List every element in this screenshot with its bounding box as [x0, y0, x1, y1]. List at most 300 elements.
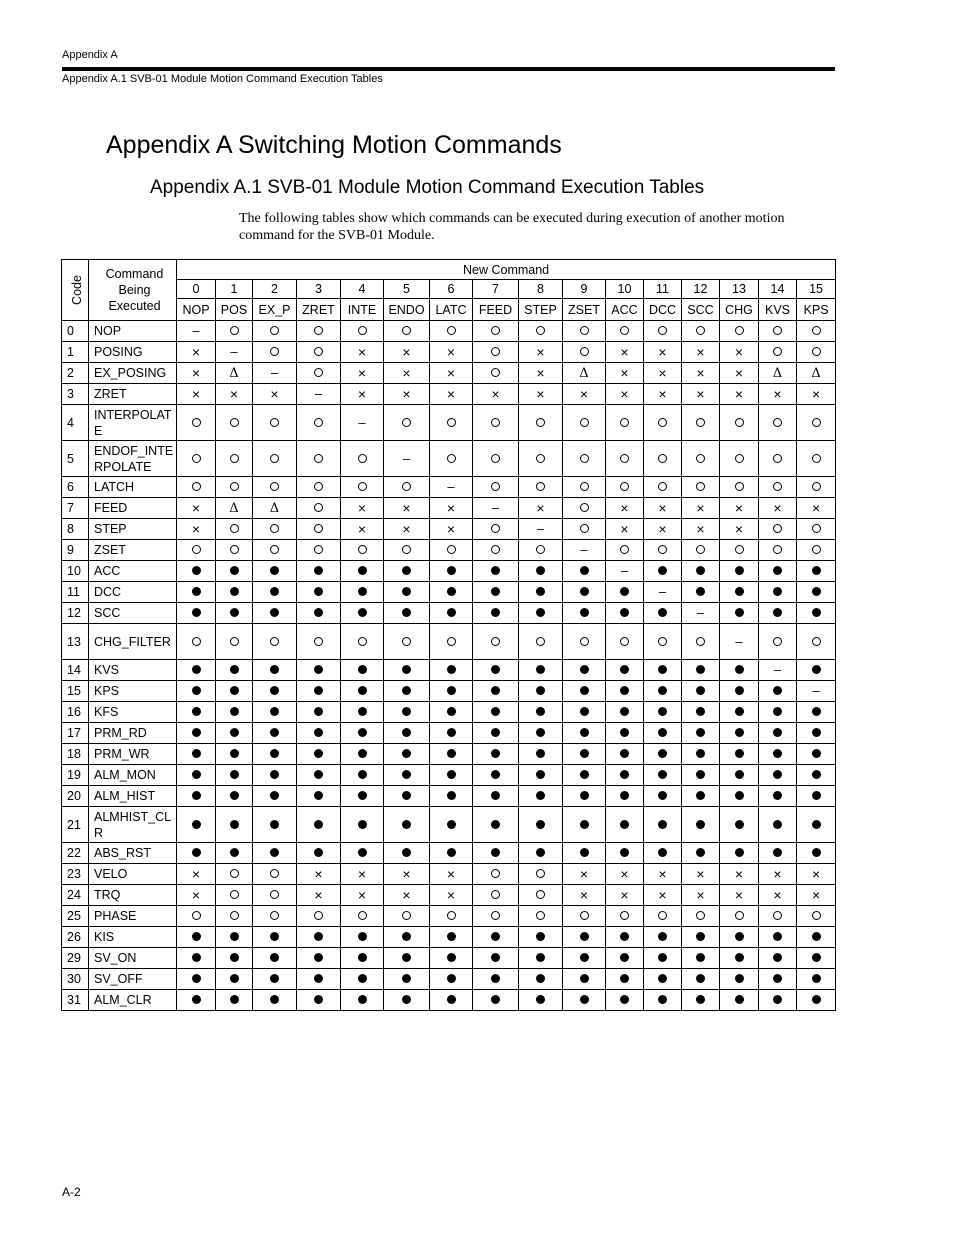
executable-circle-icon	[536, 482, 545, 491]
executable-filled-dot-icon	[812, 566, 821, 575]
executable-filled-dot-icon	[696, 707, 705, 716]
executable-circle-icon	[536, 869, 545, 878]
new-command-name: EX_P	[253, 299, 297, 321]
executable-filled-dot-icon	[314, 566, 323, 575]
table-cell	[473, 441, 519, 477]
table-cell	[797, 342, 836, 363]
table-cell	[430, 681, 473, 702]
table-cell	[253, 603, 297, 624]
table-cell	[563, 969, 606, 990]
table-cell	[177, 519, 216, 540]
table-cell	[759, 498, 797, 519]
table-cell	[216, 405, 253, 441]
table-cell	[341, 969, 384, 990]
table-cell	[606, 843, 644, 864]
table-cell	[797, 321, 836, 342]
executable-filled-dot-icon	[270, 848, 279, 857]
table-cell	[519, 582, 563, 603]
table-cell	[519, 885, 563, 906]
executable-filled-dot-icon	[773, 791, 782, 800]
table-cell	[297, 969, 341, 990]
not-executable-cross-icon: ×	[773, 385, 782, 402]
table-cell	[797, 864, 836, 885]
table-row	[62, 723, 836, 744]
table-cell	[606, 498, 644, 519]
table-cell	[563, 477, 606, 498]
executable-circle-icon	[620, 637, 629, 646]
executable-filled-dot-icon	[773, 608, 782, 617]
executable-circle-icon	[773, 545, 782, 554]
section-title: Appendix A.1 SVB-01 Module Motion Command Execution Tables	[150, 177, 705, 198]
row-command-name: TRQ	[89, 885, 177, 906]
executable-filled-dot-icon	[620, 608, 629, 617]
table-row	[62, 384, 836, 405]
executable-circle-icon	[270, 418, 279, 427]
table-cell	[253, 864, 297, 885]
new-command-codes-row	[62, 280, 836, 299]
new-command-name: ZRET	[297, 299, 341, 321]
same-command-dash: –	[658, 584, 667, 599]
table-cell	[720, 363, 759, 384]
executable-filled-dot-icon	[491, 974, 500, 983]
table-cell	[341, 885, 384, 906]
table-cell	[297, 498, 341, 519]
table-cell	[797, 765, 836, 786]
table-cell	[519, 384, 563, 405]
table-cell	[797, 969, 836, 990]
table-cell	[253, 744, 297, 765]
table-cell	[341, 603, 384, 624]
table-cell	[216, 582, 253, 603]
command-being-executed-header: Command Being Executed	[89, 260, 177, 321]
table-cell	[682, 864, 720, 885]
table-cell	[297, 843, 341, 864]
executable-filled-dot-icon	[620, 820, 629, 829]
executable-filled-dot-icon	[270, 749, 279, 758]
executable-filled-dot-icon	[773, 953, 782, 962]
table-cell	[759, 702, 797, 723]
executable-filled-dot-icon	[270, 932, 279, 941]
table-cell	[341, 744, 384, 765]
executable-filled-dot-icon	[314, 791, 323, 800]
not-executable-cross-icon: ×	[446, 343, 456, 360]
executable-filled-dot-icon	[358, 749, 367, 758]
executable-filled-dot-icon	[270, 791, 279, 800]
executable-filled-dot-icon	[491, 749, 500, 758]
executable-circle-icon	[580, 418, 589, 427]
table-cell	[341, 540, 384, 561]
table-cell	[563, 723, 606, 744]
table-cell	[519, 786, 563, 807]
executable-filled-dot-icon	[536, 728, 545, 737]
executable-filled-dot-icon	[658, 995, 667, 1004]
running-header-section: Appendix A.1 SVB-01 Module Motion Command Execution Tables	[62, 73, 383, 85]
page-number: A-2	[62, 1185, 81, 1199]
executable-circle-icon	[773, 418, 782, 427]
table-cell	[177, 321, 216, 342]
table-cell	[473, 885, 519, 906]
executable-circle-icon	[447, 637, 456, 646]
executable-filled-dot-icon	[447, 820, 456, 829]
table-cell	[519, 498, 563, 519]
executable-filled-dot-icon	[491, 608, 500, 617]
not-executable-cross-icon: ×	[491, 385, 500, 402]
not-executable-cross-icon: ×	[620, 886, 629, 903]
executable-circle-icon	[620, 545, 629, 554]
executable-filled-dot-icon	[230, 848, 239, 857]
new-command-name: KPS	[797, 299, 836, 321]
executable-filled-dot-icon	[735, 953, 744, 962]
executable-circle-icon	[696, 545, 705, 554]
table-cell	[177, 702, 216, 723]
executable-circle-icon	[696, 326, 705, 335]
table-cell	[519, 906, 563, 927]
table-cell	[216, 681, 253, 702]
executable-filled-dot-icon	[620, 707, 629, 716]
table-cell	[720, 561, 759, 582]
table-cell	[563, 843, 606, 864]
table-cell	[720, 723, 759, 744]
table-cell	[644, 765, 682, 786]
not-executable-cross-icon: ×	[620, 520, 629, 537]
table-cell	[297, 603, 341, 624]
table-cell	[563, 405, 606, 441]
row-code: 0	[62, 321, 89, 342]
table-cell	[720, 321, 759, 342]
new-command-code: 9	[563, 280, 606, 299]
table-cell	[177, 948, 216, 969]
table-cell	[216, 342, 253, 363]
table-cell	[216, 441, 253, 477]
table-cell	[177, 363, 216, 384]
executable-circle-icon	[491, 890, 500, 899]
table-cell	[341, 786, 384, 807]
not-executable-cross-icon: ×	[658, 499, 667, 516]
table-cell	[563, 906, 606, 927]
table-cell	[519, 843, 563, 864]
table-cell	[216, 744, 253, 765]
executable-filled-dot-icon	[491, 848, 500, 857]
not-executable-cross-icon: ×	[446, 364, 456, 381]
table-cell	[644, 927, 682, 948]
table-row	[62, 948, 836, 969]
executable-filled-dot-icon	[314, 686, 323, 695]
table-cell	[759, 843, 797, 864]
not-executable-cross-icon: ×	[191, 886, 201, 903]
executable-circle-icon	[812, 418, 821, 427]
executable-filled-dot-icon	[314, 707, 323, 716]
table-row	[62, 441, 836, 477]
table-cell	[563, 807, 606, 843]
executable-circle-icon	[491, 482, 500, 491]
executable-filled-dot-icon	[773, 974, 782, 983]
table-cell	[519, 405, 563, 441]
executable-circle-icon	[270, 869, 279, 878]
executable-filled-dot-icon	[491, 566, 500, 575]
row-command-name: FEED	[89, 498, 177, 519]
same-command-dash: –	[270, 365, 279, 380]
not-executable-cross-icon: ×	[658, 385, 667, 402]
table-cell	[297, 624, 341, 660]
executable-circle-icon	[270, 482, 279, 491]
table-cell	[177, 765, 216, 786]
executable-circle-icon	[314, 368, 323, 377]
new-command-name: INTE	[341, 299, 384, 321]
table-cell	[177, 927, 216, 948]
executable-filled-dot-icon	[314, 848, 323, 857]
table-cell	[473, 864, 519, 885]
table-cell	[297, 582, 341, 603]
executable-circle-icon	[812, 545, 821, 554]
new-command-name: STEP	[519, 299, 563, 321]
row-code: 20	[62, 786, 89, 807]
executable-circle-icon	[658, 637, 667, 646]
executable-filled-dot-icon	[230, 749, 239, 758]
new-command-code: 12	[682, 280, 720, 299]
not-executable-cross-icon: ×	[402, 343, 411, 360]
not-executable-cross-icon: ×	[620, 364, 629, 381]
table-cell	[430, 405, 473, 441]
row-command-name: ALM_CLR	[89, 990, 177, 1011]
table-cell	[216, 723, 253, 744]
new-command-code: 11	[644, 280, 682, 299]
table-cell	[720, 969, 759, 990]
table-cell	[682, 723, 720, 744]
row-code: 6	[62, 477, 89, 498]
table-cell	[341, 990, 384, 1011]
new-command-name: FEED	[473, 299, 519, 321]
executable-circle-icon	[696, 482, 705, 491]
executable-filled-dot-icon	[447, 995, 456, 1004]
table-cell	[341, 765, 384, 786]
row-command-name: STEP	[89, 519, 177, 540]
executable-circle-icon	[580, 637, 589, 646]
table-cell	[606, 744, 644, 765]
table-cell	[177, 582, 216, 603]
table-cell	[644, 885, 682, 906]
row-command-name: ALMHIST_CLR	[89, 807, 177, 843]
executable-filled-dot-icon	[696, 587, 705, 596]
intro-paragraph: The following tables show which commands can be executed during execution of another motion command for the SVB-01 Module.	[239, 211, 785, 243]
table-cell	[797, 582, 836, 603]
not-executable-cross-icon: ×	[620, 865, 629, 882]
same-command-dash: –	[402, 450, 411, 466]
executable-filled-dot-icon	[696, 932, 705, 941]
executable-circle-icon	[358, 326, 367, 335]
executable-filled-dot-icon	[658, 686, 667, 695]
table-cell	[384, 906, 430, 927]
executable-filled-dot-icon	[447, 728, 456, 737]
executable-circle-icon	[447, 545, 456, 554]
table-cell	[606, 723, 644, 744]
executable-filled-dot-icon	[447, 770, 456, 779]
table-cell	[177, 540, 216, 561]
executable-filled-dot-icon	[580, 686, 589, 695]
table-cell	[797, 702, 836, 723]
executable-filled-dot-icon	[580, 749, 589, 758]
table-cell	[519, 321, 563, 342]
table-cell	[430, 723, 473, 744]
table-cell	[606, 519, 644, 540]
table-cell	[644, 441, 682, 477]
table-cell	[341, 477, 384, 498]
table-cell	[759, 603, 797, 624]
table-cell	[606, 807, 644, 843]
table-row	[62, 660, 836, 681]
table-cell	[473, 342, 519, 363]
row-code: 14	[62, 660, 89, 681]
table-cell	[644, 519, 682, 540]
table-row	[62, 603, 836, 624]
table-cell	[473, 927, 519, 948]
executable-filled-dot-icon	[735, 686, 744, 695]
table-cell	[384, 885, 430, 906]
table-cell	[563, 363, 606, 384]
executable-filled-dot-icon	[192, 974, 201, 983]
table-cell	[644, 702, 682, 723]
table-cell	[473, 990, 519, 1011]
not-executable-cross-icon: ×	[446, 886, 456, 903]
not-executable-cross-icon: ×	[696, 865, 705, 882]
executable-filled-dot-icon	[620, 749, 629, 758]
executable-circle-icon	[536, 545, 545, 554]
executable-circle-icon	[620, 482, 629, 491]
row-command-name: KIS	[89, 927, 177, 948]
executable-filled-dot-icon	[447, 665, 456, 674]
table-cell	[682, 681, 720, 702]
executable-filled-dot-icon	[696, 953, 705, 962]
not-executable-cross-icon: ×	[658, 886, 667, 903]
executable-circle-icon	[812, 911, 821, 920]
executable-filled-dot-icon	[447, 932, 456, 941]
not-executable-cross-icon: ×	[357, 520, 367, 537]
executable-filled-dot-icon	[812, 707, 821, 716]
not-executable-cross-icon: ×	[270, 385, 279, 402]
executable-filled-dot-icon	[620, 848, 629, 857]
row-command-name: ABS_RST	[89, 843, 177, 864]
executable-filled-dot-icon	[620, 686, 629, 695]
table-cell	[797, 540, 836, 561]
table-cell	[384, 477, 430, 498]
table-cell	[644, 321, 682, 342]
not-executable-cross-icon: ×	[191, 364, 201, 381]
executable-circle-icon	[447, 911, 456, 920]
row-command-name: KVS	[89, 660, 177, 681]
table-cell	[682, 660, 720, 681]
executable-filled-dot-icon	[735, 995, 744, 1004]
table-cell	[253, 540, 297, 561]
executable-circle-icon	[735, 326, 744, 335]
row-command-name: DCC	[89, 582, 177, 603]
table-cell	[759, 384, 797, 405]
table-cell	[759, 321, 797, 342]
executable-filled-dot-icon	[735, 665, 744, 674]
table-cell	[606, 660, 644, 681]
table-cell	[797, 624, 836, 660]
table-cell	[384, 990, 430, 1011]
executable-filled-dot-icon	[270, 686, 279, 695]
row-code: 2	[62, 363, 89, 384]
table-cell	[644, 948, 682, 969]
row-code: 21	[62, 807, 89, 843]
table-cell	[253, 519, 297, 540]
table-cell	[430, 744, 473, 765]
table-cell	[606, 561, 644, 582]
table-cell	[606, 363, 644, 384]
executable-circle-icon	[536, 326, 545, 335]
code-header-label: Code	[69, 275, 84, 305]
row-code: 5	[62, 441, 89, 477]
executable-filled-dot-icon	[580, 932, 589, 941]
executable-filled-dot-icon	[358, 974, 367, 983]
executable-circle-icon	[192, 637, 201, 646]
table-cell	[759, 363, 797, 384]
table-cell	[606, 864, 644, 885]
executable-filled-dot-icon	[491, 953, 500, 962]
executable-filled-dot-icon	[230, 665, 239, 674]
table-cell	[797, 927, 836, 948]
table-cell	[297, 477, 341, 498]
new-command-code: 14	[759, 280, 797, 299]
executable-circle-icon	[314, 911, 323, 920]
table-cell	[253, 807, 297, 843]
row-code: 12	[62, 603, 89, 624]
executable-filled-dot-icon	[192, 728, 201, 737]
table-cell	[720, 765, 759, 786]
table-cell	[253, 441, 297, 477]
row-command-name: ACC	[89, 561, 177, 582]
table-cell	[606, 624, 644, 660]
table-cell	[720, 519, 759, 540]
table-cell	[297, 519, 341, 540]
table-cell	[797, 948, 836, 969]
executable-circle-icon	[358, 482, 367, 491]
table-cell	[473, 702, 519, 723]
table-cell	[563, 498, 606, 519]
table-cell	[473, 906, 519, 927]
not-executable-cross-icon: ×	[696, 343, 705, 360]
table-cell	[430, 864, 473, 885]
executable-filled-dot-icon	[735, 749, 744, 758]
page-title: Appendix A Switching Motion Commands	[106, 131, 562, 159]
not-executable-cross-icon: ×	[658, 343, 667, 360]
row-code: 11	[62, 582, 89, 603]
executable-filled-dot-icon	[735, 974, 744, 983]
executable-filled-dot-icon	[580, 820, 589, 829]
conditional-delta-icon: Δ	[229, 366, 239, 381]
table-cell	[297, 561, 341, 582]
row-command-name: POSING	[89, 342, 177, 363]
row-command-name: SV_ON	[89, 948, 177, 969]
not-executable-cross-icon: ×	[734, 886, 744, 903]
table-cell	[473, 948, 519, 969]
not-executable-cross-icon: ×	[811, 865, 821, 882]
table-cell	[384, 702, 430, 723]
table-cell	[720, 864, 759, 885]
executable-filled-dot-icon	[658, 932, 667, 941]
table-cell	[606, 681, 644, 702]
table-cell	[341, 927, 384, 948]
table-cell	[177, 603, 216, 624]
table-cell	[797, 786, 836, 807]
executable-filled-dot-icon	[580, 665, 589, 674]
executable-filled-dot-icon	[358, 791, 367, 800]
not-executable-cross-icon: ×	[357, 886, 367, 903]
not-executable-cross-icon: ×	[402, 865, 411, 882]
executable-circle-icon	[192, 911, 201, 920]
executable-filled-dot-icon	[812, 665, 821, 674]
executable-circle-icon	[270, 347, 279, 356]
